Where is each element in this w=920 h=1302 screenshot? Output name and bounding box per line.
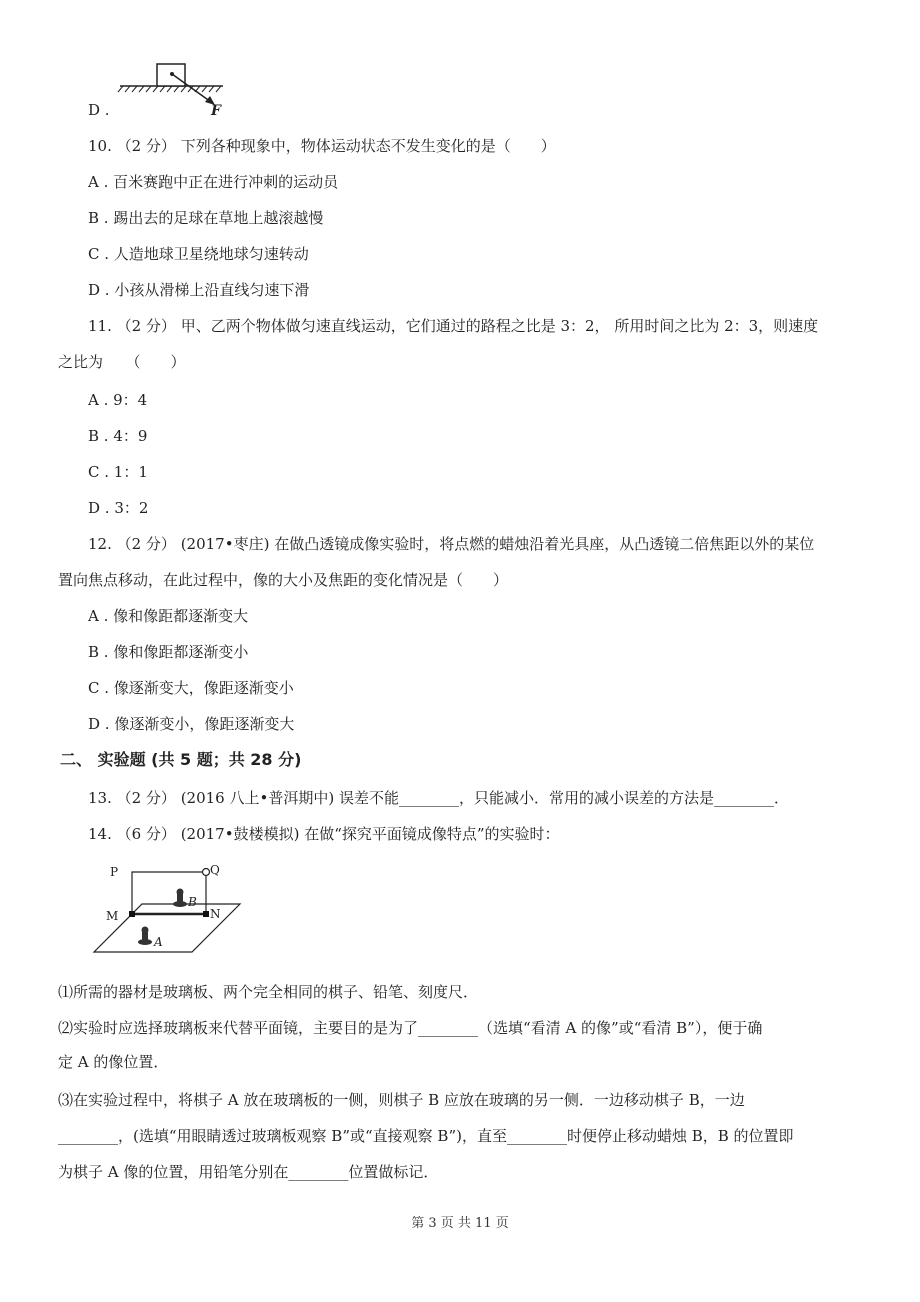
- q11-option-d: D . 3：2: [88, 499, 149, 517]
- q10-option-a: A . 百米赛跑中正在进行冲刺的运动员: [88, 173, 339, 191]
- q14-part3-line3: 为棋子 A 像的位置，用铅笔分别在________位置做标记．: [58, 1163, 439, 1181]
- q14-part3-line1: ⑶在实验过程中，将棋子 A 放在玻璃板的一侧，则棋子 B 应放在玻璃的另一侧．一边移动棋子 B，一边: [58, 1091, 745, 1109]
- label-a: A: [154, 935, 163, 949]
- q10-option-d: D . 小孩从滑梯上沿直线匀速下滑: [88, 281, 310, 299]
- q14-stem: 14. （6 分） (2017•鼓楼模拟) 在做“探究平面镜成像特点”的实验时：: [88, 825, 560, 843]
- label-q: Q: [210, 863, 220, 877]
- q12-stem-line1: 12. （2 分） (2017•枣庄) 在做凸透镜成像实验时，将点燃的蜡烛沿着光具座，从凸透镜二倍焦距以外的某位: [88, 535, 815, 553]
- q11-option-c: C . 1：1: [88, 463, 148, 481]
- q12-option-b: B . 像和像距都逐渐变小: [88, 643, 249, 661]
- page-footer: 第 3 页 共 11 页: [411, 1216, 509, 1231]
- force-diagram: [115, 60, 235, 120]
- force-label: F: [211, 103, 221, 119]
- q11-option-b: B . 4：9: [88, 427, 148, 445]
- q13-text: 13. （2 分） (2016 八上•普洱期中) 误差不能________，只能减小．常用的减小误差的方法是________．: [88, 789, 789, 807]
- q11-stem-line2: 之比为 （ ）: [58, 353, 186, 371]
- label-p: P: [110, 865, 119, 879]
- q11-stem-line1: 11. （2 分） 甲、乙两个物体做匀速直线运动，它们通过的路程之比是 3：2， 所用时间之比为 2：3，则速度: [88, 317, 819, 335]
- q12-option-a: A . 像和像距都逐渐变大: [88, 607, 249, 625]
- q10-option-c: C . 人造地球卫星绕地球匀速转动: [88, 245, 309, 263]
- q12-stem-line2: 置向焦点移动，在此过程中，像的大小及焦距的变化情况是（ ）: [58, 571, 509, 589]
- q12-option-c: C . 像逐渐变大，像距逐渐变小: [88, 679, 294, 697]
- q14-part2-line1: ⑵实验时应选择玻璃板来代替平面镜，主要目的是为了________（选填“看清 A 的像”或“看清 B”），便于确: [58, 1019, 763, 1037]
- q14-part1: ⑴所需的器材是玻璃板、两个完全相同的棋子、铅笔、刻度尺．: [58, 983, 479, 1001]
- option-d-label: D .: [88, 101, 110, 119]
- label-n: N: [210, 907, 221, 921]
- q14-part2-line2: 定 A 的像位置．: [58, 1053, 169, 1071]
- q12-option-d: D . 像逐渐变小，像距逐渐变大: [88, 715, 295, 733]
- q11-option-a: A . 9：4: [88, 391, 148, 409]
- label-m: M: [106, 909, 119, 923]
- mirror-experiment-figure: [90, 860, 250, 960]
- section-title: 二、 实验题 (共 5 题；共 28 分): [60, 750, 302, 769]
- label-b: B: [188, 895, 197, 909]
- q14-part3-line2: ________，(选填“用眼睛透过玻璃板观察 B”或“直接观察 B”)，直至________时便停止移动蜡烛 B，B 的位置即: [58, 1127, 794, 1145]
- q10-option-b: B . 踢出去的足球在草地上越滚越慢: [88, 209, 324, 227]
- q10-stem: 10. （2 分） 下列各种现象中，物体运动状态不发生变化的是（ ）: [88, 137, 556, 155]
